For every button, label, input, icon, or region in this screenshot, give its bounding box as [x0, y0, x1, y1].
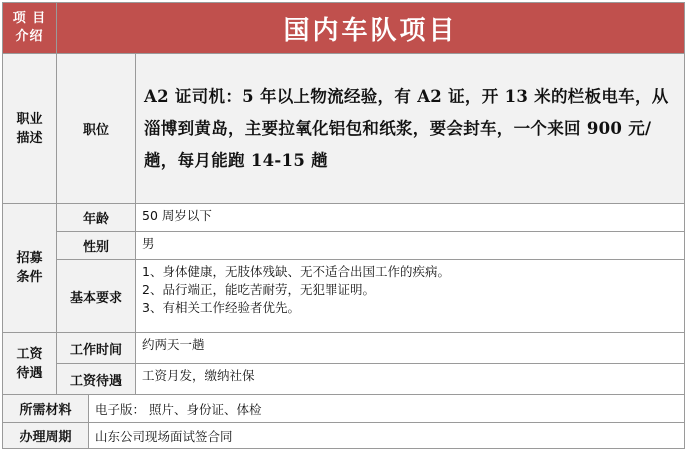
- gender-row: [3, 232, 685, 260]
- work-time-row: [3, 333, 685, 364]
- work-time-value: 约两天一趟: [136, 333, 685, 364]
- recruitment-conditions-label: 招募 条件: [3, 204, 57, 333]
- gender-label: 性别: [57, 232, 136, 260]
- materials-row: [3, 395, 685, 423]
- process-label: 办理周期: [3, 423, 89, 449]
- header-row: [3, 3, 685, 54]
- gender-value: 男: [136, 232, 685, 260]
- page-title: 国内车队项目: [57, 3, 685, 54]
- job-info-table: [2, 2, 685, 449]
- salary-row: [3, 364, 685, 395]
- job-description-label: 职业 描述: [3, 54, 57, 204]
- basic-requirements-list: [136, 260, 685, 333]
- salary-label: 工资待遇: [57, 364, 136, 395]
- materials-value: 电子版： 照片、身份证、体检: [89, 395, 685, 423]
- salary-benefits-category-label: 工资 待遇: [3, 333, 57, 395]
- requirement-item: 1、身体健康，无肢体残缺、无不适合出国工作的疾病。: [142, 264, 450, 279]
- job-description-row: [3, 54, 685, 204]
- requirement-item: 2、品行端正，能吃苦耐劳，无犯罪证明。: [142, 282, 375, 297]
- project-intro-label: 项 目 介绍: [3, 3, 57, 54]
- salary-value: 工资月发，缴纳社保: [136, 364, 685, 395]
- age-row: [3, 204, 685, 232]
- process-value: 山东公司现场面试签合同: [89, 423, 685, 449]
- age-label: 年龄: [57, 204, 136, 232]
- position-description: A2 证司机：5 年以上物流经验，有 A2 证，开 13 米的栏板电车，从淄博到黄岛，主要拉氧化铝包和纸浆，要会封车，一个来回 900 元/趟，每月能跑 14-15 趟: [136, 54, 685, 204]
- position-label: 职位: [57, 54, 136, 204]
- requirement-item: 3、有相关工作经验者优先。: [142, 300, 300, 315]
- work-time-label: 工作时间: [57, 333, 136, 364]
- age-value: 50 周岁以下: [136, 204, 685, 232]
- materials-label: 所需材料: [3, 395, 89, 423]
- basic-requirements-label: 基本要求: [57, 260, 136, 333]
- process-row: [3, 423, 685, 449]
- requirements-row: [3, 260, 685, 333]
